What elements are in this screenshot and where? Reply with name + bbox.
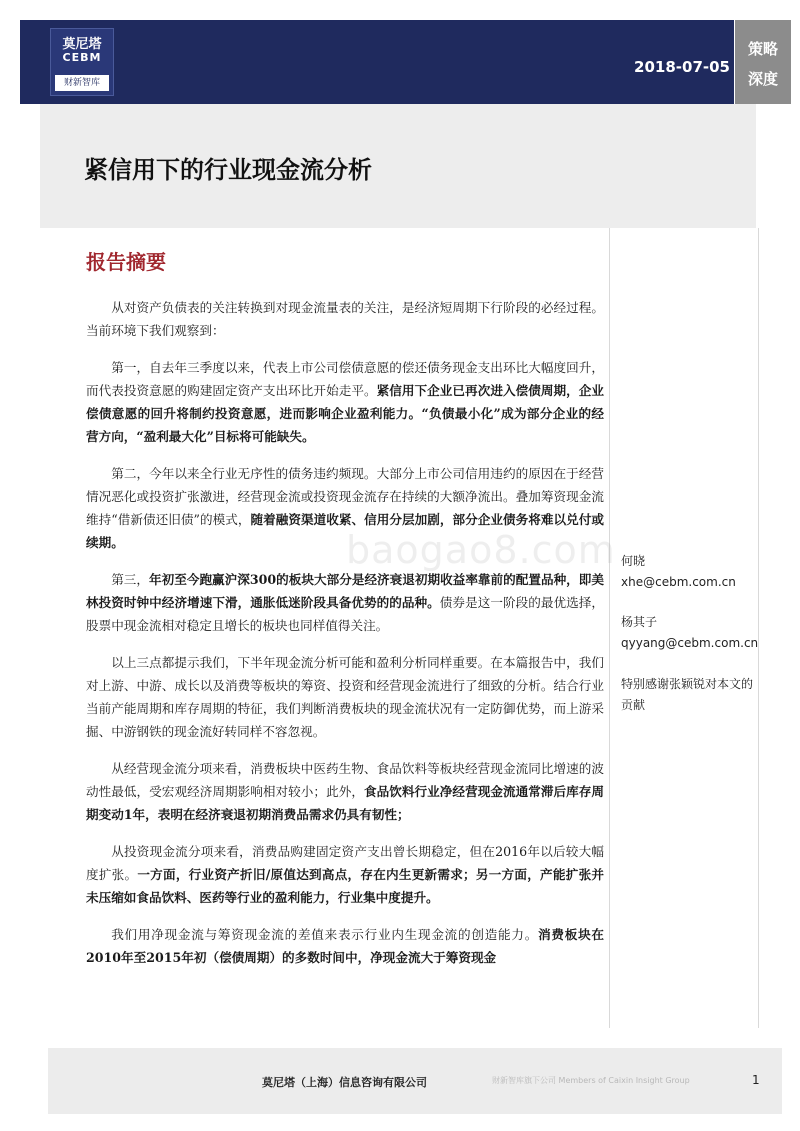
page-number: 1	[752, 1073, 760, 1087]
summary-heading: 报告摘要	[86, 250, 166, 274]
acknowledgement-note: 特别感谢张颖锐对本文的贡献	[621, 677, 754, 712]
footer-company-name: 莫尼塔（上海）信息咨询有限公司	[262, 1076, 427, 1089]
summary-paragraph	[86, 356, 604, 448]
summary-paragraph	[86, 651, 604, 743]
logo-chinese-text: 莫尼塔	[62, 37, 102, 52]
summary-body	[86, 296, 604, 983]
text-segment: 从对资产负债表的关注转换到对现金流量表的关注，是经济短周期下行阶段的必经过程。当前环境下我们观察到：	[86, 300, 604, 338]
text-segment: 第一，自去年三季度以来，代表上市公司偿债意愿的偿还债务现金支出环比大幅度回升，而代表投资意愿的购建固定资产支出环比开始走平。	[86, 360, 604, 398]
summary-paragraph	[86, 462, 604, 554]
bold-text-segment: 食品饮料行业净经营现金流通常滞后库存周期变动1年，表明在经济衰退初期消费品需求仍具有韧性；	[86, 784, 605, 822]
report-title: 紧信用下的行业现金流分析	[84, 156, 372, 184]
company-logo	[50, 28, 114, 96]
author-name: 何晓	[621, 554, 646, 568]
author-name: 杨其子	[621, 615, 658, 629]
summary-paragraph	[86, 568, 604, 637]
logo-english-text: CEBM	[62, 51, 102, 64]
footer-group-text: 财新智库旗下公司 Members of Caixin Insight Group	[492, 1076, 690, 1085]
text-segment: 以上三点都提示我们，下半年现金流分析可能和盈利分析同样重要。在本篇报告中，我们对上游、中游、成长以及消费等板块的筹资、投资和经营现金流进行了细致的分析。结合行业当前产能周期和库存周期的特征，我们判断消费板块的现金流状况有一定防御优势，而上游采掘、中游钢铁的现金流好转同样不容忽视。	[86, 655, 604, 739]
text-segment: 从投资现金流分项来看，消费品购建固定资产支出曾长期稳定，但在2016年以后较大幅度扩张。	[86, 844, 604, 882]
bold-text-segment: 紧信用下企业已再次进入偿债周期，企业偿债意愿的回升将制约投资意愿，进而影响企业盈利能力。“负债最小化”成为部分企业的经营方向，“盈利最大化”目标将可能缺失。	[86, 383, 605, 444]
bold-text-segment: 一方面，行业资产折旧/原值达到高点，存在内生更新需求；另一方面，产能扩张并未压缩如食品饮料、医药等行业的盈利能力，行业集中度提升。	[86, 867, 604, 905]
text-segment: 第二，今年以来全行业无序性的债务违约频现。大部分上市公司信用违约的原因在于经营情况恶化或投资扩张激进，经营现金流或投资现金流存在持续的大额净流出。叠加筹资现金流维持“借新债还旧债”的模式，	[86, 466, 604, 527]
logo-sub-text: 财新智库	[55, 75, 109, 91]
text-segment: 从经营现金流分项来看，消费板块中医药生物、食品饮料等板块经营现金流同比增速的波动性最低，受宏观经济周期影响相对较小；此外，	[86, 761, 604, 799]
author-email[interactable]: xhe@cebm.com.cn	[621, 575, 736, 589]
bold-text-segment: 年初至今跑赢沪深300的板块大部分是经济衰退初期收益率靠前的配置品种，即美林投资时钟中经济增速下滑，通胀低迷阶段具备优势的的品种。	[86, 572, 604, 610]
tag-line-1: 策略	[747, 40, 778, 58]
text-segment: 债券是这一阶段的最优选择，股票中现金流相对稳定且增长的板块也同样值得关注。	[86, 595, 605, 633]
text-segment: 第三，	[111, 572, 150, 587]
author-sidebar	[621, 552, 759, 716]
summary-paragraph	[86, 296, 604, 342]
sidebar-border	[758, 228, 759, 1028]
bold-text-segment: 消费板块在2010年至2015年初（偿债周期）的多数时间中，净现金流大于筹资现金	[86, 927, 605, 965]
column-divider	[609, 228, 610, 1028]
text-segment: 我们用净现金流与筹资现金流的差值来表示行业内生现金流的创造能力。	[111, 927, 539, 942]
bold-text-segment: 随着融资渠道收紧、信用分层加剧，部分企业债务将难以兑付或续期。	[86, 512, 604, 550]
author-email[interactable]: qyyang@cebm.com.cn	[621, 636, 759, 650]
tag-line-2: 深度	[747, 70, 778, 88]
summary-paragraph	[86, 923, 604, 969]
summary-paragraph	[86, 757, 604, 826]
report-date: 2018-07-05	[634, 58, 730, 76]
watermark: baogao8.com	[346, 528, 616, 572]
report-category-tag	[735, 20, 791, 104]
summary-paragraph	[86, 840, 604, 909]
